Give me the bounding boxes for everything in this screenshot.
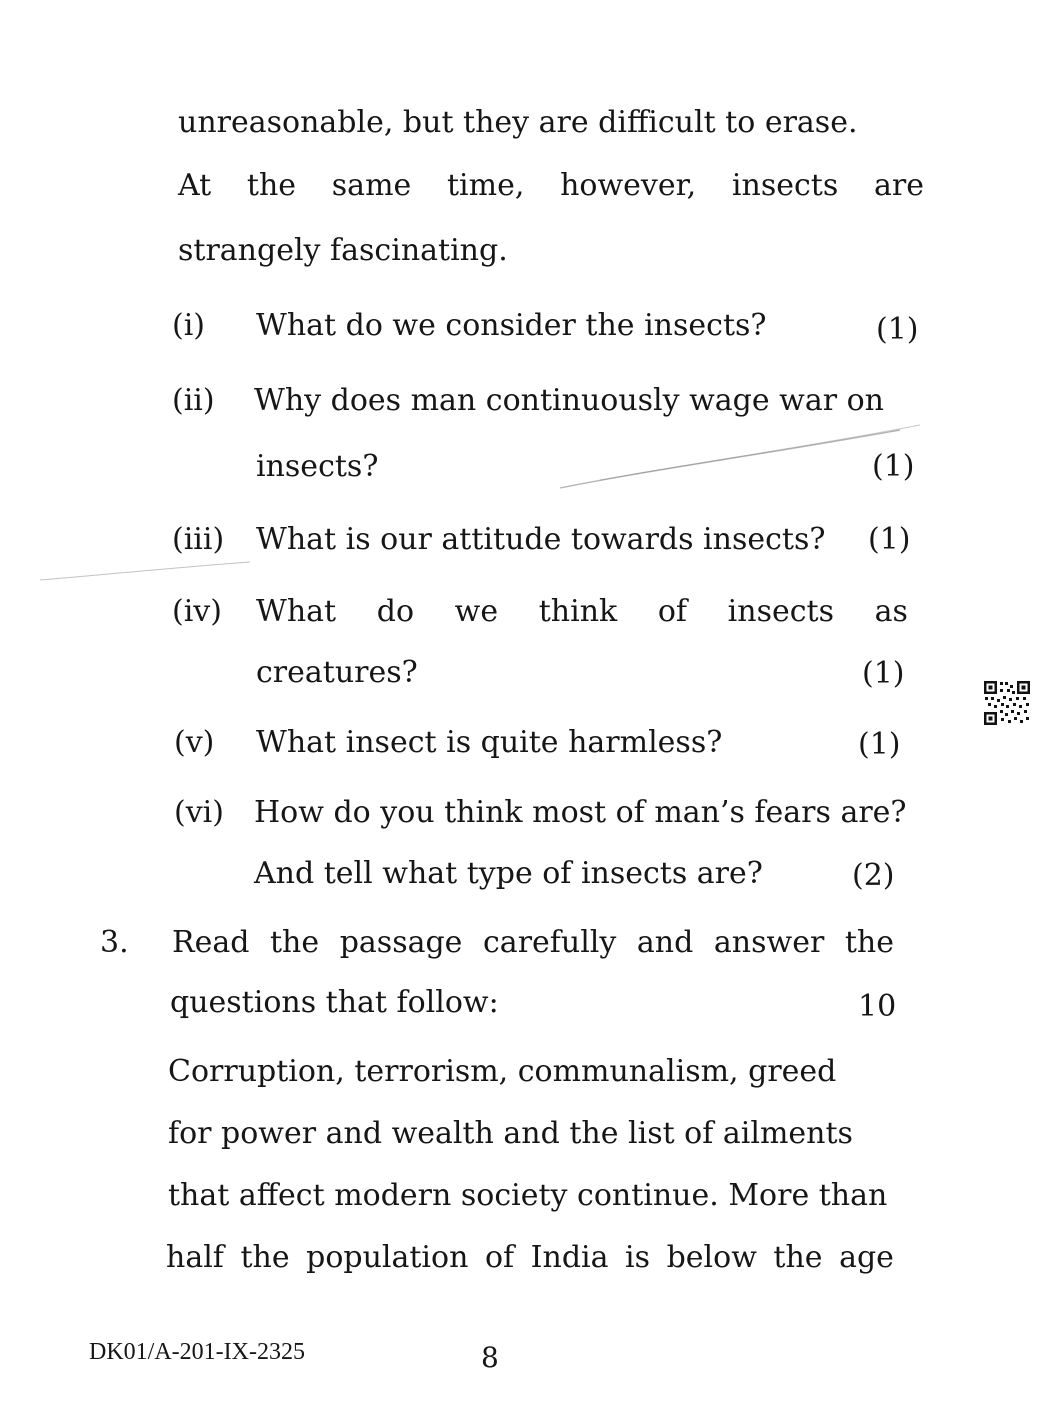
passage-line-1: unreasonable, but they are difficult to erase. — [178, 105, 858, 140]
question-text: What is our attitude towards insects? — [256, 522, 826, 557]
word: are — [873, 168, 924, 203]
word: the — [246, 168, 297, 203]
question-marks: (1) — [858, 727, 901, 762]
qr-code-icon — [983, 680, 1031, 726]
word: is — [625, 1240, 651, 1275]
question-marks: (1) — [872, 449, 915, 484]
word: time, — [446, 168, 525, 203]
word: of — [484, 1240, 515, 1275]
question-marks: (1) — [862, 656, 905, 691]
passage-line-2 — [178, 168, 924, 204]
passage-line: that affect modern society continue. More than — [168, 1178, 888, 1213]
word: carefully — [483, 925, 617, 960]
word: Read — [172, 925, 250, 960]
word: as — [874, 594, 908, 629]
question-text: And tell what type of insects are? — [254, 856, 763, 891]
word: half — [166, 1240, 224, 1275]
question-instruction — [172, 925, 894, 961]
word: the — [844, 925, 894, 960]
word: population — [306, 1240, 469, 1275]
word: the — [240, 1240, 290, 1275]
word: insects — [727, 594, 834, 629]
question-marks: (1) — [868, 522, 911, 557]
word: answer — [713, 925, 825, 960]
word: the — [270, 925, 320, 960]
question-text: insects? — [256, 449, 379, 484]
question-number: (ii) — [172, 383, 215, 418]
document-code: DK01/A-201-IX-2325 — [89, 1339, 305, 1365]
word: passage — [339, 925, 463, 960]
question-marks: (1) — [876, 312, 919, 347]
word: do — [376, 594, 415, 629]
word: of — [657, 594, 688, 629]
question-number: (i) — [172, 308, 206, 343]
question-number: 3. — [100, 925, 129, 960]
question-text: How do you think most of man’s fears are? — [254, 795, 907, 830]
question-text: creatures? — [256, 655, 418, 690]
word: India — [530, 1240, 609, 1275]
question-number: (iii) — [172, 522, 225, 557]
word: think — [538, 594, 618, 629]
word: however, — [560, 168, 697, 203]
word: What — [256, 594, 337, 629]
question-instruction: questions that follow: — [170, 985, 499, 1020]
passage-line-3: strangely fascinating. — [178, 233, 508, 268]
question-marks: 10 — [858, 989, 897, 1024]
passage-line: for power and wealth and the list of ailments — [168, 1116, 853, 1151]
word: At — [178, 168, 212, 203]
word: below — [666, 1240, 757, 1275]
page-number: 8 — [481, 1341, 499, 1374]
question-marks: (2) — [852, 858, 895, 893]
word: and — [636, 925, 694, 960]
word: insects — [731, 168, 839, 203]
question-text: What do we consider the insects? — [256, 308, 767, 343]
question-text — [256, 594, 908, 630]
word: we — [454, 594, 499, 629]
passage-line: Corruption, terrorism, communalism, greed — [168, 1054, 837, 1089]
question-number: (vi) — [174, 795, 224, 830]
word: same — [331, 168, 412, 203]
question-text: What insect is quite harmless? — [256, 725, 723, 760]
word: age — [839, 1240, 894, 1275]
passage-line — [166, 1240, 894, 1276]
question-text: Why does man continuously wage war on — [254, 383, 884, 418]
word: the — [773, 1240, 823, 1275]
question-number: (v) — [174, 725, 215, 760]
question-number: (iv) — [172, 594, 222, 629]
